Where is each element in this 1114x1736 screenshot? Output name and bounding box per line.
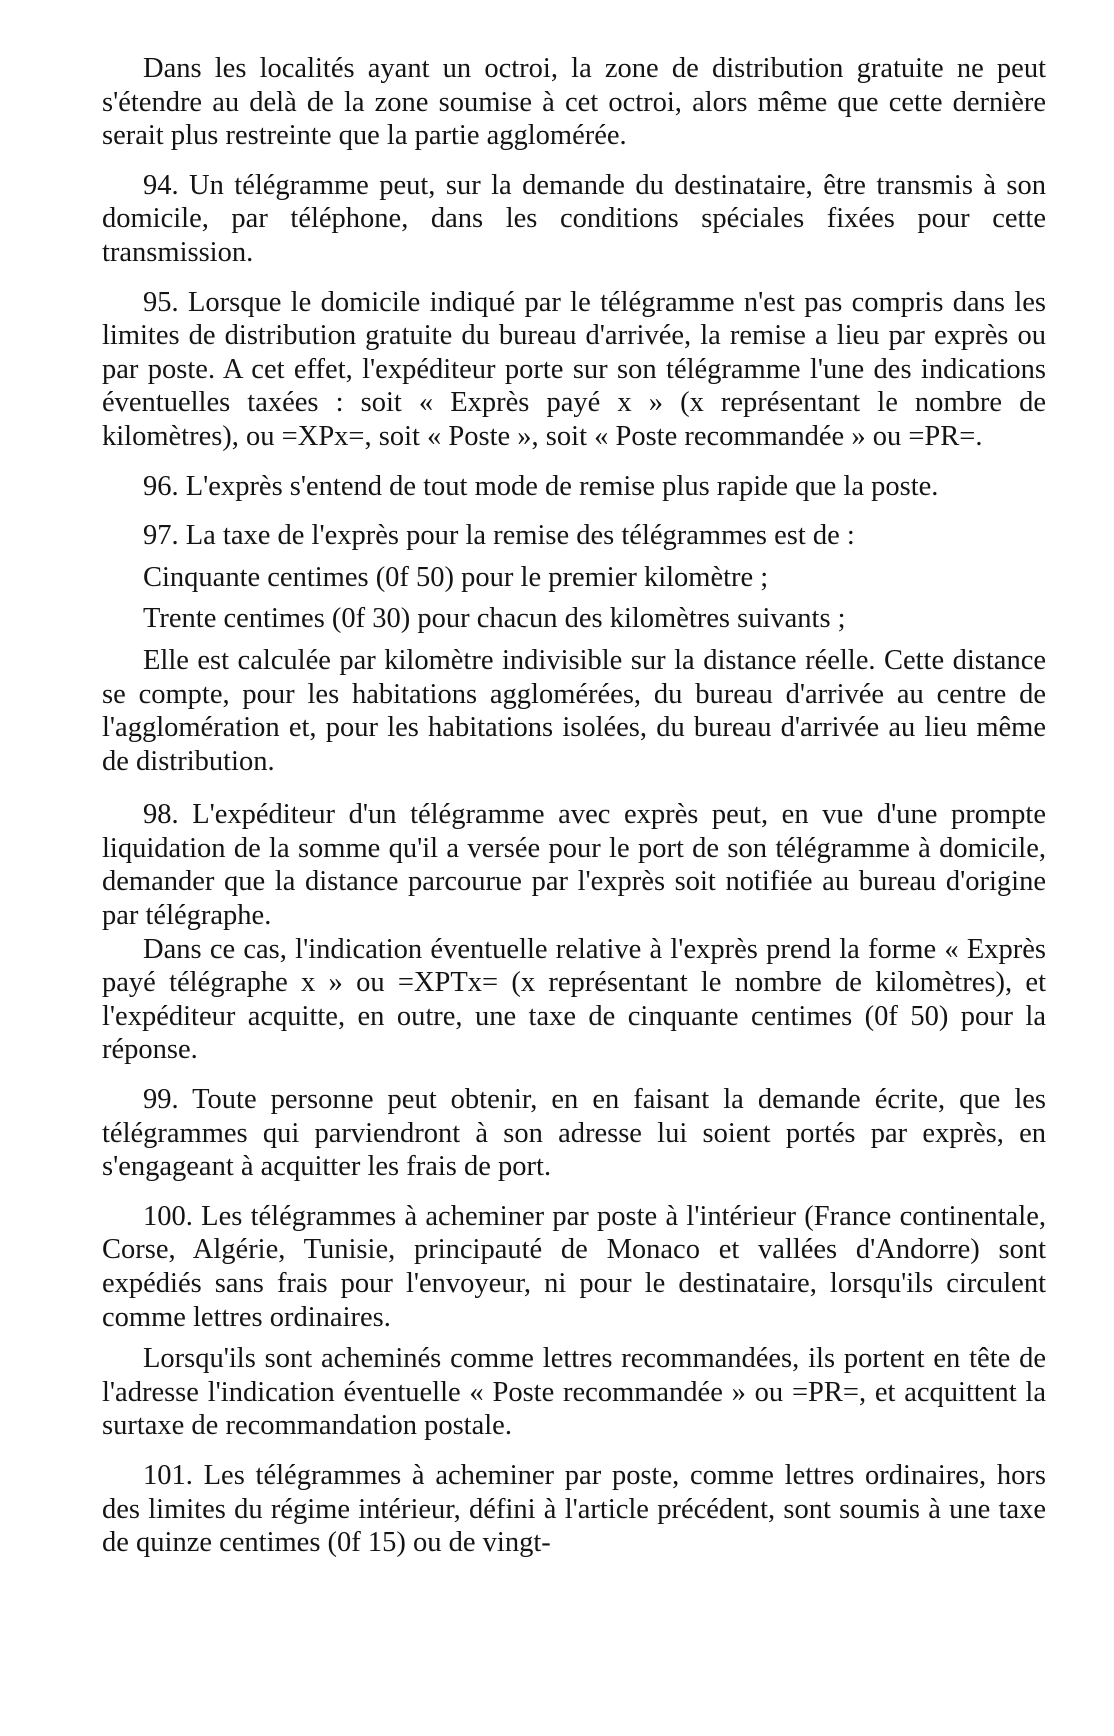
- paragraph-text: L'expéditeur d'un télégramme avec exprès peut, en vue d'une prompte liquidation de la somme qu'il a versée pour le port de son télégramme à domicile, demander que la distance parcourue par l'exprès soit notifiée au bureau d'origine par télégraphe.: [102, 799, 1046, 932]
- article-94: [102, 169, 1046, 270]
- article-101: [102, 1459, 1046, 1560]
- article-number: 101.: [143, 1459, 193, 1491]
- article-96: [102, 470, 1046, 504]
- paragraph-text: Les télégrammes à acheminer par poste à l'intérieur (France continentale, Corse, Algérie, Tunisie, principauté de Monaco et vallées d'Andorre) sont expédiés sans frais pour l'envoyeur, ni pour le destinataire, lorsqu'ils circulent comme lettres ordinaires.: [102, 1200, 1046, 1333]
- article-number: 100.: [143, 1200, 193, 1232]
- paragraph-text: Lorsque le domicile indiqué par le télégramme n'est pas compris dans les limites de distribution gratuite du bureau d'arrivée, la remise a lieu par exprès ou par poste. A cet effet, l'expéditeur porte sur son télégramme l'une des indications éventuelles taxées : soit « Exprès payé x » (x représentant le nombre de kilomètres), ou =XPx=, soit « Poste », soit « Poste recommandée » ou =PR=.: [102, 286, 1046, 452]
- article-number: 99.: [143, 1084, 179, 1116]
- article-number: 94.: [143, 169, 179, 201]
- paragraph-text: Dans les localités ayant un octroi, la zone de distribution gratuite ne peut s'étendre au delà de la zone soumise à cet octroi, alors même que cette dernière serait plus restreinte que la partie agglomérée.: [102, 53, 1046, 152]
- paragraph-text: Toute personne peut obtenir, en en faisant la demande écrite, que les télégrammes qui parviendront à son adresse lui soient portés par exprès, en s'engageant à acquitter les frais de port.: [102, 1084, 1046, 1183]
- paragraph-text: L'exprès s'entend de tout mode de remise plus rapide que la poste.: [178, 470, 939, 502]
- document-page: [102, 52, 1046, 1560]
- paragraph-text: Elle est calculée par kilomètre indivisible sur la distance réelle. Cette distance se compte, pour les habitations agglomérées, du bureau d'arrivée au centre de l'agglomération et, pour les habitations isolées, du bureau d'arrivée au lieu même de distribution.: [102, 644, 1046, 777]
- article-number: 95.: [143, 286, 179, 318]
- article-95: [102, 286, 1046, 454]
- article-100: [102, 1200, 1046, 1334]
- article-97-distance: [102, 644, 1046, 778]
- article-number: 96.: [143, 470, 179, 502]
- article-100-registered: [102, 1342, 1046, 1443]
- paragraph-text: Un télégramme peut, sur la demande du destinataire, être transmis à son domicile, par téléphone, dans les conditions spéciales fixées pour cette transmission.: [102, 169, 1046, 268]
- paragraph-text: Dans ce cas, l'indication éventuelle relative à l'exprès prend la forme « Exprès payé télégraphe x » ou =XPTx= (x représentant le nombre de kilomètres), et l'expéditeur acquitte, en outre, une taxe de cinquante centimes (0f 50) pour la réponse.: [102, 933, 1046, 1066]
- paragraph-93-continued: [102, 52, 1046, 153]
- article-98-telegraph-reply: [102, 933, 1046, 1067]
- article-number: 98.: [143, 799, 179, 831]
- paragraph-text: Trente centimes (0f 30) pour chacun des kilomètres suivants ;: [143, 603, 846, 635]
- paragraph-text: La taxe de l'exprès pour la remise des télégrammes est de :: [178, 520, 855, 552]
- article-98: [102, 798, 1046, 932]
- paragraph-text: Cinquante centimes (0f 50) pour le premier kilomètre ;: [143, 561, 769, 593]
- paragraph-text: Les télégrammes à acheminer par poste, comme lettres ordinaires, hors des limites du régime intérieur, défini à l'article précédent, sont soumis à une taxe de quinze centimes (0f 15) ou de vingt-: [102, 1459, 1046, 1559]
- paragraph-text: Lorsqu'ils sont acheminés comme lettres recommandées, ils portent en tête de l'adresse l'indication éventuelle « Poste recommandée » ou =PR=, et acquittent la surtaxe de recommandation postale.: [102, 1343, 1046, 1442]
- article-99: [102, 1083, 1046, 1184]
- article-97: [102, 519, 1046, 553]
- article-number: 97.: [143, 520, 179, 552]
- article-97-next-km: [102, 602, 1046, 636]
- article-97-first-km: [102, 561, 1046, 595]
